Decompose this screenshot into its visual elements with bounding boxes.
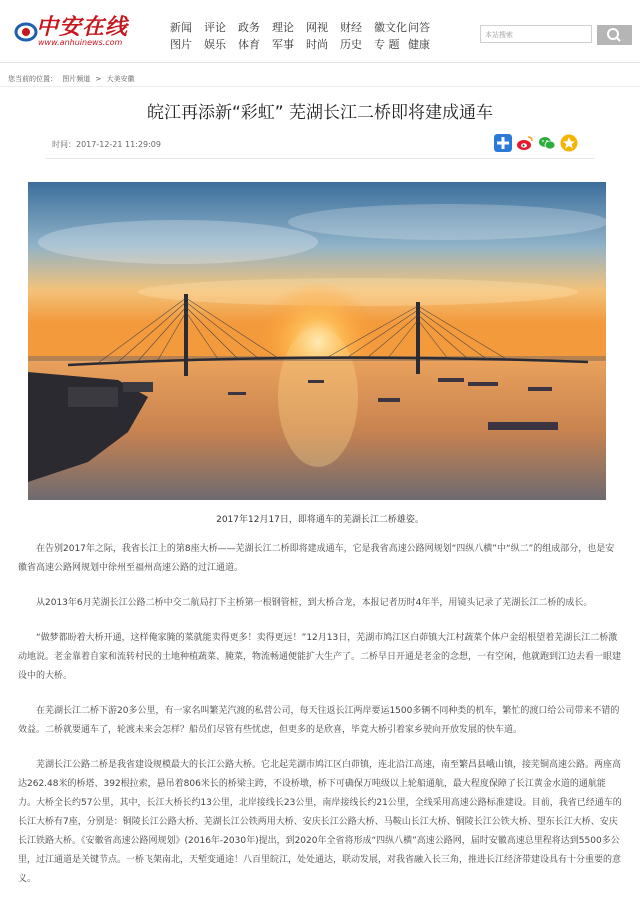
- main-nav: [170, 21, 442, 51]
- nav-item[interactable]: 理论: [272, 21, 294, 34]
- search-button[interactable]: [597, 25, 632, 45]
- site-logo[interactable]: [10, 8, 130, 52]
- nav-item[interactable]: 新闻: [170, 21, 192, 34]
- breadcrumb-separator: >: [95, 75, 102, 83]
- nav-item[interactable]: 娱乐: [204, 38, 226, 51]
- breadcrumb: [8, 74, 138, 84]
- nav-item[interactable]: 健康: [408, 38, 430, 51]
- breadcrumb-link[interactable]: 图片频道: [62, 75, 91, 83]
- plus-share-icon[interactable]: [494, 134, 512, 152]
- article-body: [18, 540, 623, 905]
- article-paragraph: 从2013年6月芜湖长江公路二桥中交二航局打下主桥第一根钢管桩，到大桥合龙，本报记者历时4年半，用镜头记录了芜湖长江二桥的成长。: [36, 598, 593, 608]
- breadcrumb-prefix: 您当前的位置：: [8, 75, 57, 83]
- bridge-sunset-photo: [28, 182, 606, 500]
- favorite-icon[interactable]: [560, 134, 578, 152]
- divider: [46, 158, 594, 159]
- nav-item[interactable]: 体育: [238, 38, 260, 51]
- site-header: [0, 0, 640, 63]
- article-paragraph: 芜湖长江公路二桥是我省建设规模最大的长江公路大桥。它北起芜湖市鸠江区白茆镇，连北沿江高速，南至繁昌县峨山镇，接芜铜高速公路。两座高达262.48米的桥塔、392根拉索，悬吊着806米长的桥梁主跨，不设桥墩，桥下可确保万吨级以上轮船通航，最大程度保障了长江黄金水道的通航能力。大桥全长约57公里，其中，长江大桥长约13公里，北岸接线长23公里，南岸接线长约21公里，全线采用高速公路标准建设。目前，我省已经通车的长江大桥有7座，分别是：铜陵长江公路大桥、芜湖长江公铁两用大桥、安庆长江公路大桥、马鞍山长江大桥、铜陵长江公铁大桥、望东长江大桥、安庆长江铁路大桥。《安徽省高速公路网规划》(2016年-2030年)提出，到2020年全省将形成“四纵八横”高速公路网，届时安徽高速总里程将达到5500多公里，过江通道是关键节点。一桥飞架南北，天堑变通途！八百里皖江，处处通达，联动发展，对我省融入长三角，推进长江经济带建设具有十分重要的意义。: [18, 760, 622, 884]
- nav-item[interactable]: 网视: [306, 21, 328, 34]
- search-box: [480, 25, 632, 45]
- search-icon: [597, 25, 632, 45]
- logo-url: www.anhuinews.com: [38, 38, 123, 47]
- nav-item[interactable]: 时尚: [306, 38, 328, 51]
- article-paragraph: 在告别2017年之际，我省长江上的第8座大桥——芜湖长江二桥即将建成通车，它是我省高速公路网规划“四纵八横”中“纵二”的组成部分，也是安徽省高速公路网规划中徐州至福州高速公路的过江通道。: [18, 544, 615, 573]
- nav-item[interactable]: 图片: [170, 38, 192, 51]
- wechat-icon[interactable]: [538, 134, 556, 152]
- nav-item[interactable]: 财经: [340, 21, 362, 34]
- nav-item[interactable]: 专 题: [374, 38, 400, 51]
- nav-item[interactable]: 徽文化: [374, 21, 407, 34]
- share-bar: [494, 134, 578, 152]
- divider: [0, 86, 640, 87]
- photo-caption: 2017年12月17日，即将通车的芜湖长江二桥雄姿。: [216, 515, 424, 525]
- article-photo: [28, 182, 606, 500]
- article-paragraph: 在芜湖长江二桥下游20多公里，有一家名叫繁芜汽渡的私营公司，每天往返长江两岸要运1500多辆不同种类的机车，繁忙的渡口给公司带来不错的效益。二桥就要通车了，轮渡未来会怎样？船员们尽管有些忧虑，但更多的是欣喜，毕竟大桥引着家乡驶向开放发展的快车道。: [18, 706, 620, 735]
- nav-item[interactable]: 评论: [204, 21, 226, 34]
- nav-item[interactable]: 问答: [408, 21, 430, 34]
- search-input[interactable]: 本站搜索: [480, 25, 592, 43]
- page-title: 皖江再添新“彩虹” 芜湖长江二桥即将建成通车: [146, 103, 494, 123]
- breadcrumb-link[interactable]: 大美安徽: [106, 75, 135, 83]
- nav-item[interactable]: 军事: [272, 38, 294, 51]
- article-paragraph: “做梦都盼着大桥开通，这样俺家腌的菜就能卖得更多！卖得更远！”12月13日，芜湖市鸠江区白茆镇大江村蔬菜个体户金绍根望着芜湖长江二桥激动地说。老金靠着自家和流转村民的土地种植蔬菜、腌菜，物流畅通便能扩大生产了。二桥早日开通是老金的念想，一有空闲，他就跑到江边去看一眼建设中的大桥。: [18, 633, 622, 681]
- nav-item[interactable]: 历史: [340, 38, 362, 51]
- publish-time: 时间：2017-12-21 11:29:09: [52, 140, 161, 149]
- logo-text: 中安在线: [36, 14, 129, 40]
- weibo-icon[interactable]: [516, 134, 534, 152]
- nav-item[interactable]: 政务: [238, 21, 260, 34]
- logo-swoosh-icon: [14, 16, 38, 46]
